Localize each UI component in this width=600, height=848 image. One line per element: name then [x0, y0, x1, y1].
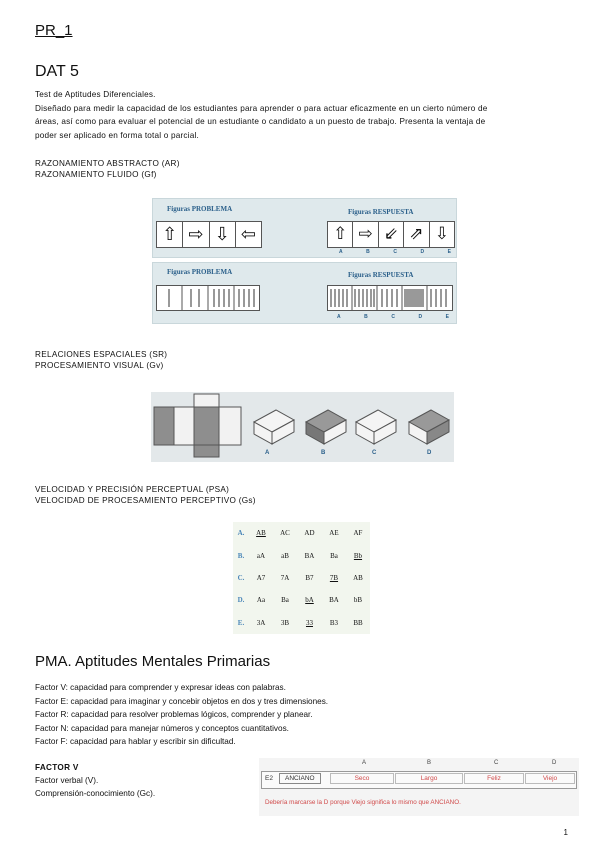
row-label: C.: [237, 573, 245, 582]
example-note: Debería marcarse la D porque Viejo significa lo mismo que ANCIANO.: [265, 799, 461, 806]
cell: Bb: [353, 551, 363, 560]
table-row: [233, 612, 370, 634]
cell: AB: [353, 573, 363, 582]
letter-c: C: [372, 450, 377, 456]
intro-line-4: poder ser aplicado en forma total o parcial.: [35, 130, 199, 140]
option-c: Feliz: [464, 773, 524, 784]
arrow-up-right-icon: ⇗: [404, 222, 429, 247]
col-b: B: [427, 760, 432, 766]
psa-title: VELOCIDAD Y PRECISIÓN PERCEPTUAL (PSA): [35, 485, 230, 494]
gv-title: PROCESAMIENTO VISUAL (Gv): [35, 361, 164, 370]
arrow-right-icon: ⇨: [183, 222, 209, 247]
letter-e: E: [447, 249, 451, 255]
factor-list: [35, 681, 328, 749]
row-label: A.: [237, 529, 245, 538]
table-row: [233, 522, 370, 544]
cell: BA: [304, 551, 315, 560]
factor-r: Factor R: capacidad para resolver problemas lógicos, comprender y planear.: [35, 710, 313, 719]
cube-net-icon: [151, 392, 454, 462]
figure-problem-label: Figuras PROBLEMA: [167, 205, 233, 213]
cell: Aa: [256, 596, 266, 605]
page-number: 1: [563, 828, 568, 837]
col-c: C: [494, 760, 499, 766]
table-row: [233, 567, 370, 589]
factor-n: Factor N: capacidad para manejar números y conceptos cuantitativos.: [35, 723, 289, 733]
factor-v-block: [35, 761, 155, 800]
cell: B7: [305, 573, 314, 582]
cell: BA: [329, 596, 339, 605]
arrow-up-icon: ⇧: [157, 222, 183, 247]
factor-f: Factor F: capacidad para hablar y escribir sin dificultad.: [35, 737, 236, 746]
factor-e: Factor E: capacidad para imaginar y concebir objetos en dos y tres dimensiones.: [35, 696, 329, 706]
cell: bA: [305, 596, 314, 605]
letter-a: A: [339, 249, 343, 255]
row-label: E.: [237, 618, 245, 627]
letter-b: B: [321, 450, 326, 456]
letter-c: C: [393, 249, 397, 255]
letter-c: C: [391, 314, 395, 320]
answer-row: [327, 221, 455, 248]
lines-answer-icon: [327, 285, 453, 311]
ar-heading: [35, 158, 180, 180]
pma-title: PMA. Aptitudes Mentales Primarias: [35, 653, 271, 670]
option-d: Viejo: [525, 773, 575, 784]
cell: AB: [256, 529, 266, 538]
arrow-down-left-icon: ⇙: [379, 222, 404, 247]
cell: 7B: [329, 573, 339, 582]
cell: AF: [353, 529, 363, 538]
arrow-left-icon: ⇦: [240, 224, 256, 244]
sr-heading: [35, 349, 167, 371]
table-row: [233, 589, 370, 611]
cell: BB: [353, 618, 363, 627]
cell: 33: [305, 618, 313, 627]
cell: AE: [329, 529, 339, 538]
problem-row: [156, 221, 262, 248]
table-row: [233, 544, 370, 566]
row-label: B.: [237, 551, 245, 560]
stimulus-word: ANCIANO: [279, 773, 321, 784]
gc-subtitle: Comprensión-conocimiento (Gc).: [35, 789, 156, 798]
item-number: E2: [265, 775, 273, 782]
answer-letters: [339, 249, 451, 255]
row-label: D.: [237, 596, 245, 605]
sr-figure: [151, 392, 454, 462]
sr-title: RELACIONES ESPACIALES (SR): [35, 350, 168, 359]
cell: A7: [256, 573, 266, 582]
col-d: D: [552, 760, 557, 766]
option-a: Seco: [330, 773, 394, 784]
example-columns: [259, 760, 579, 770]
test-title: DAT 5: [35, 63, 79, 80]
ar-title: RAZONAMIENTO ABSTRACTO (AR): [35, 159, 180, 168]
arrow-right-icon: ⇨: [353, 222, 378, 247]
psa-table: [233, 522, 370, 634]
letter-a: A: [337, 314, 341, 320]
gf-title: RAZONAMIENTO FLUIDO (Gf): [35, 170, 157, 179]
ar-figure-arrows: [152, 198, 457, 258]
figure-problem-label: Figuras PROBLEMA: [167, 268, 233, 276]
cell: Ba: [281, 596, 289, 605]
cell: 3A: [256, 618, 266, 627]
factor-v: Factor V: capacidad para comprender y expresar ideas con palabras.: [35, 683, 286, 692]
letter-a: A: [265, 450, 270, 456]
cell: AD: [304, 529, 315, 538]
cell: 7A: [280, 573, 290, 582]
letter-d: D: [427, 450, 432, 456]
example-row: [261, 771, 577, 789]
ar-figure-lines: [152, 262, 457, 324]
gs-title: VELOCIDAD DE PROCESAMIENTO PERCEPTIVO (Gs): [35, 496, 256, 505]
letter-d: D: [418, 314, 423, 320]
factor-v-subtitle: Factor verbal (V).: [35, 776, 99, 785]
cell: bB: [353, 596, 363, 605]
section-code: PR_1: [35, 22, 73, 39]
letter-b: B: [366, 249, 370, 255]
factor-v-example: [259, 758, 579, 816]
cell: AC: [280, 529, 290, 538]
cell: aB: [281, 551, 289, 560]
cell: Ba: [330, 551, 338, 560]
arrow-up-icon: ⇧: [328, 222, 353, 247]
col-a: A: [362, 760, 367, 766]
factor-v-title: FACTOR V: [35, 763, 79, 772]
intro-line-1: Test de Aptitudes Diferenciales.: [35, 90, 156, 99]
figure-answer-label: Figuras RESPUESTA: [348, 208, 414, 216]
intro-paragraph: [35, 88, 570, 142]
arrow-down-icon: ⇩: [434, 224, 449, 243]
arrow-down-icon: ⇩: [210, 222, 236, 247]
cell: aA: [256, 551, 266, 560]
letter-e: E: [445, 314, 449, 320]
intro-line-2: Diseñado para medir la capacidad de los estudiantes para aprender o para actuar eficazmente en un cierto número de: [35, 103, 488, 113]
answer-letters: [337, 314, 449, 320]
lines-problem-icon: [156, 285, 260, 311]
cell: 3B: [280, 618, 290, 627]
option-b: Largo: [395, 773, 463, 784]
letter-d: D: [420, 249, 425, 255]
letter-b: B: [364, 314, 368, 320]
figure-answer-label: Figuras RESPUESTA: [348, 271, 414, 279]
psa-heading: [35, 484, 256, 506]
cell: B3: [329, 618, 339, 627]
intro-line-3: áreas, así como para evaluar el potencial de un estudiante o candidato a un puesto de trabajo. Presenta la ventaja de: [35, 117, 486, 126]
